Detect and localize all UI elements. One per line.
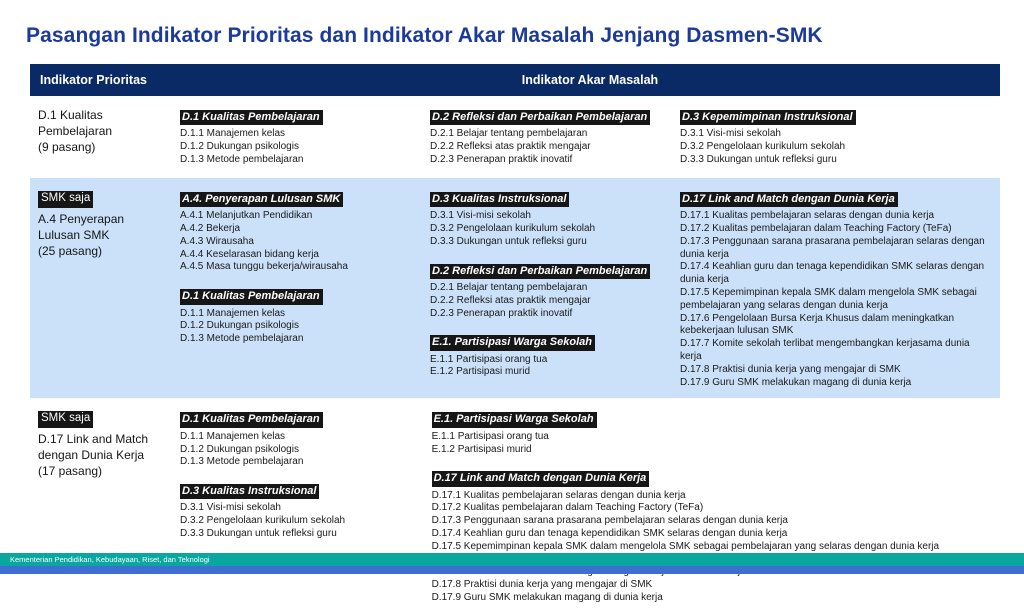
- indicator-item: D.1.2 Dukungan psikologis: [180, 320, 299, 332]
- table-row: [30, 178, 1000, 398]
- indicator-group: [680, 107, 992, 167]
- column-header-prioritas: Indikator Prioritas: [40, 73, 147, 87]
- priority-cell: [30, 409, 180, 604]
- indicator-group: [180, 107, 420, 167]
- indicator-item: D.3.1 Visi-misi sekolah: [680, 128, 781, 140]
- indicator-item: D.3.2 Pengelolaan kurikulum sekolah: [180, 515, 346, 527]
- indicator-group-title: D.2 Refleksi dan Perbaikan Pembelajaran: [430, 110, 650, 125]
- indicator-item: D.17.9 Guru SMK melakukan magang di dunia kerja: [431, 592, 663, 604]
- indicator-item: E.1.2 Partisipasi murid: [431, 443, 532, 455]
- indicator-item: A.4.3 Wirausaha: [180, 235, 254, 247]
- indicator-item: D.3.1 Visi-misi sekolah: [180, 502, 281, 514]
- akar-column: [430, 107, 670, 169]
- akar-columns: [180, 409, 1000, 604]
- indicator-item: D.2.2 Refleksi atas praktik mengajar: [430, 294, 591, 306]
- footer-note: Kementerian Pendidikan, Kebudayaan, Riset, dan Teknologi: [10, 555, 210, 564]
- indicator-item: D.17.5 Kepemimpinan kepala SMK dalam mengelola SMK sebagai pembelajaran yang selaras dengan dunia kerja: [431, 540, 940, 552]
- table-row: [30, 96, 1000, 178]
- indicator-group-title: D.3 Kualitas Instruksional: [180, 484, 319, 499]
- smk-only-badge: SMK saja: [38, 191, 93, 208]
- indicator-item: D.17.1 Kualitas pembelajaran selaras dengan dunia kerja: [680, 210, 935, 222]
- indicator-item: A.4.5 Masa tunggu bekerja/wirausaha: [180, 261, 348, 273]
- indicator-group: [432, 409, 992, 456]
- indicator-item: D.17.3 Penggunaan sarana prasarana pembelajaran selaras dengan dunia kerja: [680, 235, 985, 260]
- indicator-group: [430, 332, 670, 379]
- priority-name: D.1 Kualitas Pembelajaran: [38, 108, 113, 139]
- akar-column: [680, 107, 992, 169]
- indicator-item: D.1.2 Dukungan psikologis: [180, 141, 299, 153]
- indicator-item: D.1.3 Metode pembelajaran: [180, 456, 304, 468]
- priority-cell: [30, 189, 180, 389]
- table-row: [30, 398, 1000, 613]
- indicator-item: D.17.7 Komite sekolah terlibat mengembangkan kerjasama dunia kerja: [680, 338, 970, 363]
- indicator-group-title: D.1 Kualitas Pembelajaran: [180, 412, 323, 427]
- column-header-akar: Indikator Akar Masalah: [521, 73, 659, 87]
- table-header: [30, 64, 1000, 96]
- indicator-item: D.2.3 Penerapan praktik inovatif: [430, 307, 573, 319]
- indicator-item: D.17.8 Praktisi dunia kerja yang mengajar di SMK: [431, 579, 653, 591]
- table-body: [30, 96, 1000, 614]
- indicator-item: D.17.6 Pengelolaan Bursa Kerja Khusus dalam meningkatkan kebekerjaan lulusan SMK: [680, 312, 955, 337]
- footer-blue-bar: [0, 566, 1024, 574]
- indicator-group-title: D.1 Kualitas Pembelajaran: [180, 110, 323, 125]
- indicator-item: E.1.1 Partisipasi orang tua: [430, 353, 548, 365]
- indicator-table: [30, 64, 1000, 614]
- priority-name: D.17 Link and Match dengan Dunia Kerja: [38, 431, 149, 463]
- indicator-item: D.2.3 Penerapan praktik inovatif: [430, 153, 573, 165]
- akar-column: [180, 107, 420, 169]
- indicator-group: [680, 189, 992, 389]
- indicator-item: D.1.3 Metode pembelajaran: [180, 153, 304, 165]
- indicator-item: D.17.2 Kualitas pembelajaran dalam Teaching Factory (TeFa): [680, 223, 952, 235]
- akar-column: [430, 189, 670, 389]
- indicator-item: D.2.1 Belajar tentang pembelajaran: [430, 128, 588, 140]
- indicator-group-title: D.3 Kepemimpinan Instruksional: [680, 110, 856, 125]
- indicator-item: D.1.1 Manajemen kelas: [180, 430, 286, 442]
- indicator-item: D.2.2 Refleksi atas praktik mengajar: [430, 141, 591, 153]
- indicator-item: D.1.1 Manajemen kelas: [180, 307, 286, 319]
- akar-columns: [180, 107, 1000, 169]
- indicator-group-title: E.1. Partisipasi Warga Sekolah: [432, 412, 597, 427]
- indicator-item: D.3.1 Visi-misi sekolah: [430, 210, 531, 222]
- priority-pair-count: (17 pasang): [38, 464, 103, 479]
- indicator-item: D.17.2 Kualitas pembelajaran dalam Teaching Factory (TeFa): [431, 502, 704, 514]
- indicator-group-title: A.4. Penyerapan Lulusan SMK: [180, 192, 343, 207]
- akar-column: [432, 409, 992, 604]
- indicator-group: [432, 468, 992, 604]
- indicator-group: [430, 107, 670, 167]
- indicator-item: A.4.4 Keselarasan bidang kerja: [180, 248, 319, 260]
- indicator-group: [180, 189, 420, 274]
- akar-column: [180, 409, 422, 604]
- indicator-group: [430, 189, 670, 249]
- indicator-item: D.3.3 Dukungan untuk refleksi guru: [680, 153, 837, 165]
- indicator-item: D.17.4 Keahlian guru dan tenaga kependidikan SMK selaras dengan dunia kerja: [680, 261, 985, 286]
- indicator-item: D.1.3 Metode pembelajaran: [180, 333, 304, 345]
- indicator-item: D.3.3 Dukungan untuk refleksi guru: [180, 528, 337, 540]
- indicator-group: [180, 286, 420, 346]
- indicator-group: [180, 481, 422, 541]
- indicator-item: A.4.1 Melanjutkan Pendidikan: [180, 210, 313, 222]
- indicator-group-title: D.2 Refleksi dan Perbaikan Pembelajaran: [430, 264, 650, 279]
- indicator-item: D.17.8 Praktisi dunia kerja yang mengajar di SMK: [680, 363, 901, 375]
- smk-only-badge: SMK saja: [38, 411, 93, 428]
- indicator-item: D.2.1 Belajar tentang pembelajaran: [430, 281, 588, 293]
- akar-column: [180, 189, 420, 389]
- indicator-group-title: D.17 Link and Match dengan Dunia Kerja: [680, 192, 898, 207]
- indicator-group: [430, 261, 670, 321]
- akar-columns: [180, 189, 1000, 389]
- indicator-item: E.1.1 Partisipasi orang tua: [431, 430, 549, 442]
- indicator-item: D.17.5 Kepemimpinan kepala SMK dalam mengelola SMK sebagai pembelajaran yang selaras dengan dunia kerja: [680, 287, 977, 311]
- indicator-group: [180, 409, 422, 469]
- indicator-group-title: D.3 Kualitas Instruksional: [430, 192, 569, 207]
- indicator-group-title: D.17 Link and Match dengan Dunia Kerja: [432, 471, 650, 486]
- indicator-item: D.3.2 Pengelolaan kurikulum sekolah: [430, 223, 596, 235]
- priority-pair-count: (9 pasang): [38, 140, 96, 155]
- indicator-item: D.17.3 Penggunaan sarana prasarana pembelajaran selaras dengan dunia kerja: [431, 515, 788, 527]
- page-title: Pasangan Indikator Prioritas dan Indikator Akar Masalah Jenjang Dasmen-SMK: [26, 24, 823, 47]
- priority-cell: [30, 107, 180, 169]
- priority-pair-count: (25 pasang): [38, 243, 103, 258]
- indicator-item: D.17.1 Kualitas pembelajaran selaras dengan dunia kerja: [431, 489, 686, 501]
- footer-teal-bar: [0, 553, 1024, 566]
- indicator-item: D.3.3 Dukungan untuk refleksi guru: [430, 235, 587, 247]
- indicator-group-title: D.1 Kualitas Pembelajaran: [180, 289, 323, 304]
- priority-name: A.4 Penyerapan Lulusan SMK: [38, 211, 125, 242]
- indicator-group-title: E.1. Partisipasi Warga Sekolah: [430, 335, 595, 350]
- indicator-item: D.17.9 Guru SMK melakukan magang di dunia kerja: [680, 376, 912, 388]
- indicator-item: A.4.2 Bekerja: [180, 223, 241, 235]
- indicator-item: D.1.1 Manajemen kelas: [180, 128, 286, 140]
- indicator-item: D.1.2 Dukungan psikologis: [180, 443, 299, 455]
- akar-column: [680, 189, 992, 389]
- indicator-item: E.1.2 Partisipasi murid: [430, 366, 531, 378]
- indicator-item: D.17.4 Keahlian guru dan tenaga kependidikan SMK selaras dengan dunia kerja: [431, 528, 788, 540]
- indicator-item: D.3.2 Pengelolaan kurikulum sekolah: [680, 141, 846, 153]
